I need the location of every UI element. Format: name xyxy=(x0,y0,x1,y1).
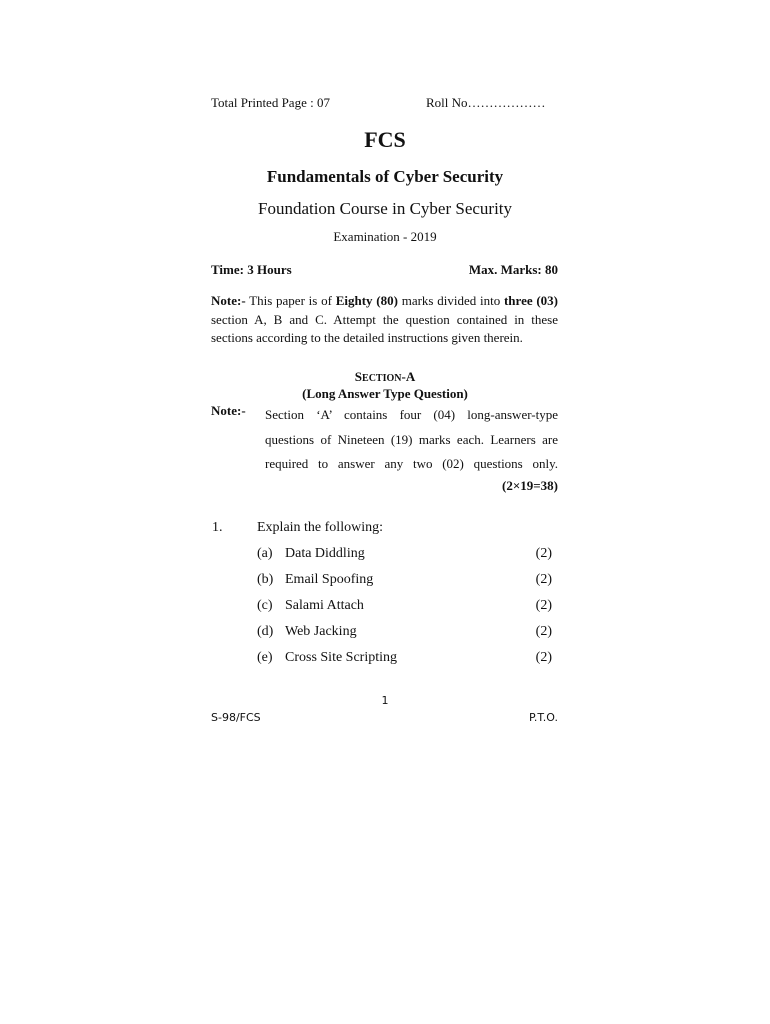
question-part xyxy=(257,650,557,670)
section-note-label: Note:- xyxy=(211,403,246,418)
question-part xyxy=(257,598,557,618)
part-label: (a) xyxy=(257,546,273,561)
part-text: Data Diddling xyxy=(285,546,365,561)
part-marks: (2) xyxy=(535,624,552,639)
part-label: (e) xyxy=(257,650,273,665)
footer-code: S-98/FCS xyxy=(211,711,261,724)
note-eighty: Eighty (80) xyxy=(335,293,398,308)
question-number: 1. xyxy=(212,520,223,535)
course-code: FCS xyxy=(364,127,406,152)
part-text: Web Jacking xyxy=(285,624,357,639)
footer-pto: P.T.O. xyxy=(528,711,558,724)
part-marks: (2) xyxy=(535,650,552,665)
section-heading-suffix: -A xyxy=(401,369,416,384)
part-text: Email Spoofing xyxy=(285,572,374,587)
roll-number-field: Roll No……………… xyxy=(426,95,546,110)
section-heading xyxy=(0,369,770,386)
part-marks: (2) xyxy=(535,598,552,613)
total-printed-page: Total Printed Page : 07 xyxy=(211,95,330,110)
section-heading-smallcaps: ECTION xyxy=(362,373,402,384)
part-marks: (2) xyxy=(535,572,552,587)
note-text: This paper is of xyxy=(245,293,336,308)
part-text: Salami Attach xyxy=(285,598,364,613)
paper-subtitle: Foundation Course in Cyber Security xyxy=(257,199,513,218)
part-label: (c) xyxy=(257,598,273,613)
part-text: Cross Site Scripting xyxy=(285,650,398,665)
note-label: Note:- xyxy=(211,293,246,308)
part-label: (d) xyxy=(257,624,274,639)
page-number: 1 xyxy=(381,694,389,707)
note-text: section A, B and C. Attempt the question contained in these sections according to the detailed instructions given therein. xyxy=(211,311,558,346)
part-label: (b) xyxy=(257,572,274,587)
question-part xyxy=(257,572,557,592)
paper-title: Fundamentals of Cyber Security xyxy=(266,167,504,186)
note-text: marks divided into xyxy=(397,293,504,308)
time-allowed: Time: 3 Hours xyxy=(211,262,292,277)
section-marks-total: (2×19=38) xyxy=(502,478,558,493)
note-three: three (03) xyxy=(503,293,559,308)
general-note xyxy=(211,292,558,348)
max-marks: Max. Marks: 80 xyxy=(468,262,558,277)
section-type: (Long Answer Type Question) xyxy=(302,386,468,401)
exam-year: Examination - 2019 xyxy=(333,229,437,244)
part-marks: (2) xyxy=(535,546,552,561)
question-part xyxy=(257,546,557,566)
question-text: Explain the following: xyxy=(257,520,383,535)
section-note-text: Section ‘A’ contains four (04) long-answer-type questions of Nineteen (19) marks each. Learners are required to answer any two (02) questions only. xyxy=(265,407,558,471)
question-part xyxy=(257,624,557,644)
section-heading-initial: S xyxy=(354,369,363,384)
